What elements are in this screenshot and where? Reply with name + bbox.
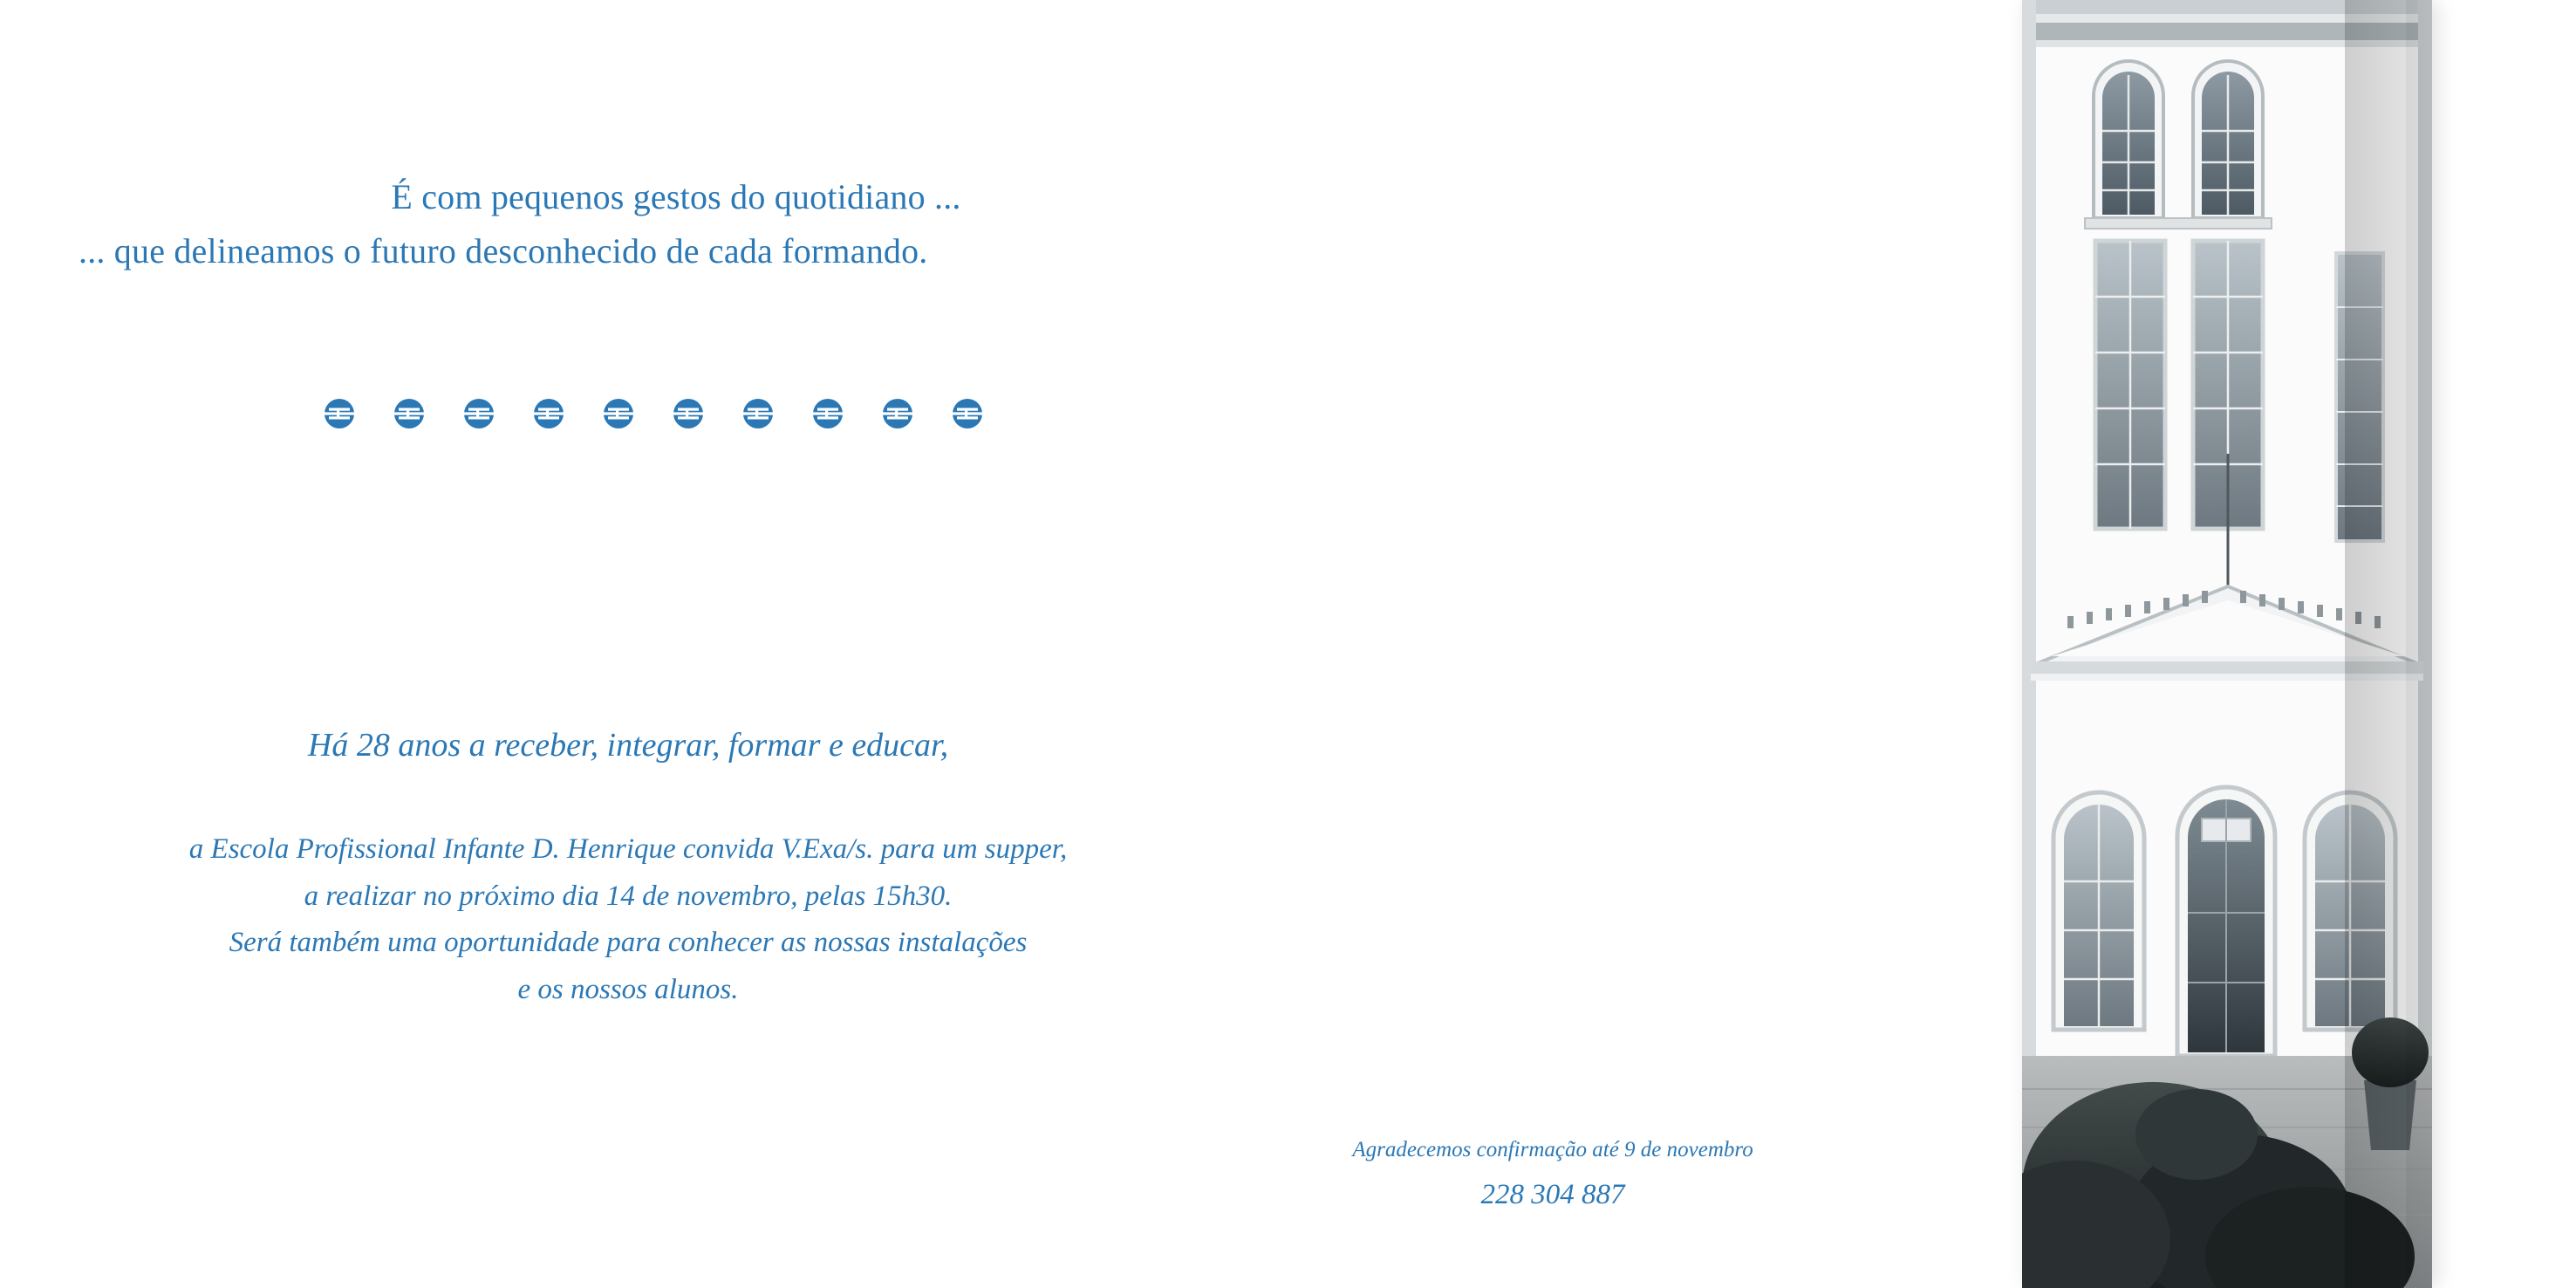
invitation-line-2: a realizar no próximo dia 14 de novembro, pelas 15h30. [304, 880, 953, 912]
epih-logo-icon [951, 397, 984, 430]
invitation-text [52, 724, 1204, 1013]
epih-logo-icon [602, 397, 635, 430]
epih-logo-icon [462, 397, 495, 430]
epih-logo-icon [811, 397, 844, 430]
epih-logo-icon [532, 397, 565, 430]
epih-logo-icon [672, 397, 705, 430]
invitation-line-4: e os nossos alunos. [517, 973, 739, 1005]
tagline-line-2: ... que delineamos o futuro desconhecido de cada formando. [79, 231, 928, 271]
epih-logo-icon [323, 397, 356, 430]
epih-logo-icon [393, 397, 426, 430]
invitation-headline: Há 28 anos a receber, integrar, formar e educar, [307, 727, 949, 764]
tagline [79, 170, 1213, 278]
rsvp-note: Agradecemos confirmação até 9 de novembro [1352, 1138, 1753, 1161]
school-building-photo [2022, 0, 2432, 1288]
rsvp-block [1239, 1134, 1867, 1217]
rsvp-phone: 228 304 887 [1480, 1179, 1625, 1210]
epih-logo-icon [741, 397, 775, 430]
invitation-body [52, 826, 1204, 1013]
logo-strip [323, 397, 984, 430]
epih-logo-icon [881, 397, 914, 430]
invitation-line-3: Será também uma oportunidade para conhecer as nossas instalações [229, 927, 1028, 959]
invitation-line-1: a Escola Profissional Infante D. Henrique convida V.Exa/s. para um supper, [188, 833, 1068, 866]
tagline-line-1: É com pequenos gestos do quotidiano ... [391, 177, 961, 216]
